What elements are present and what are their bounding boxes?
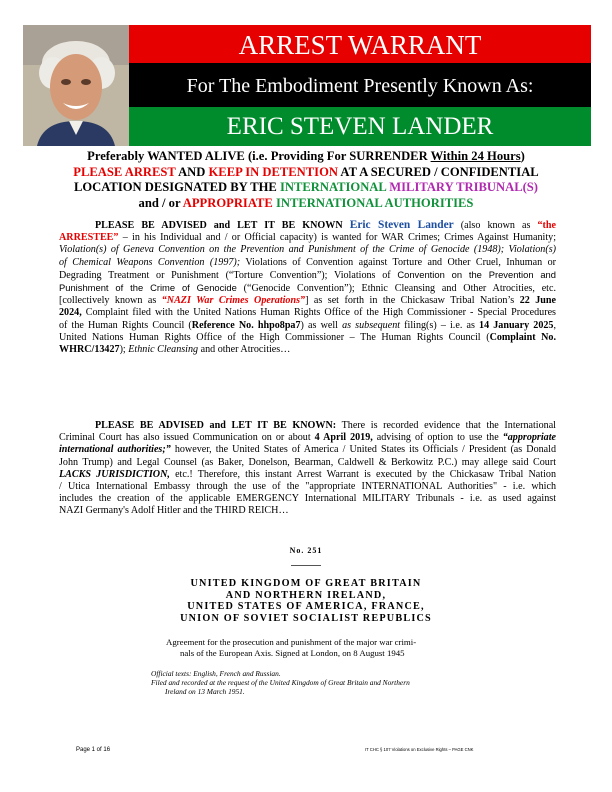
heading-line-2 xyxy=(40,165,572,181)
p2-text: advising of option to use the xyxy=(372,432,503,444)
p1-line xyxy=(59,219,556,232)
p1-text: (also known as xyxy=(453,220,538,231)
heading-text: LOCATION DESIGNATED BY THE xyxy=(73,180,280,194)
heading-deadline: Within 24 Hours xyxy=(430,149,521,163)
banner-title: ARREST WARRANT xyxy=(238,30,482,60)
page-number: Page 1 of 16 xyxy=(76,747,111,753)
p1-text: Complaint filed with the United Nations Human Rights Office of the High Commissioner - Special Procedures xyxy=(81,307,556,319)
p1-text: (“Genocide Convention”); Ethnic Cleansing and Other Atrocities, etc. xyxy=(236,283,556,295)
p1-complaint: Complaint No. xyxy=(489,331,557,343)
paragraph-advisory-1 xyxy=(59,219,556,356)
p2-lead: PLEASE BE ADVISED and LET IT BE KNOWN: xyxy=(95,420,337,431)
p1-line xyxy=(59,332,556,344)
treaty-agreement-line: Agreement for the prosecution and punishment of the major war crimi- xyxy=(166,637,417,647)
treaty-note-line: Official texts: English, French and Russian. xyxy=(151,669,281,678)
p1-line xyxy=(59,232,556,244)
treaty-agreement xyxy=(166,637,416,658)
p1-reference: Reference No. hhpo8pa7 xyxy=(191,319,301,331)
p1-date: 14 January 2025 xyxy=(479,319,554,331)
p2-date: 4 April 2019, xyxy=(314,432,373,444)
treaty-number: No. 251 xyxy=(289,546,323,555)
p1-text: – in his Individual and / or Official capacity) is wanted for WAR Crimes; Crimes Against Humanity; xyxy=(118,232,556,244)
p1-text: Degrading Treatment or Punishment (“Torture Convention”); Violations of xyxy=(59,269,398,281)
p2-line: / Utica International Embassy through the use of the "appropriate INTERNATIONAL Authorities" - i.e. which xyxy=(59,481,556,493)
p1-text: Violations of Convention against Torture and Other Cruel, Inhuman or xyxy=(240,256,557,268)
heading-appropriate: APPROPRIATE xyxy=(182,195,273,210)
footer-reference: IT CHC § 107 Violations on Exclusive Rights – PAGE CNK xyxy=(365,747,474,752)
p1-date: 22 June xyxy=(519,295,557,307)
p1-text: [collectively known as xyxy=(59,295,162,307)
p2-line: includes the creation of the applicable EMERGENCY International MILITARY Tribunals - i.e. as used against xyxy=(59,493,556,505)
treaty-note-line: Filed and recorded at the request of the United Kingdom of Great Britain and Northern xyxy=(151,678,410,687)
p1-text: United Nations Human Rights Office of the High Commissioner – The Human Rights Council ( xyxy=(59,331,490,343)
treaty-party-line: UNITED STATES OF AMERICA, FRANCE, xyxy=(187,601,425,613)
warrant-heading xyxy=(40,149,572,211)
p1-text: ); xyxy=(119,344,129,356)
p2-text: There is recorded evidence that the International xyxy=(336,420,556,431)
treaty-party-line: AND NORTHERN IRELAND, xyxy=(225,589,387,601)
heading-line-1 xyxy=(40,149,572,165)
p1-subject-name: Eric Steven Lander xyxy=(349,219,454,231)
treaty-party-line: UNION OF SOVIET SOCIALIST REPUBLICS xyxy=(180,612,432,624)
p1-line xyxy=(59,307,556,319)
treaty-agreement-line: nals of the European Axis. Signed at London, on 8 August 1945 xyxy=(180,647,405,658)
treaty-note xyxy=(151,669,410,696)
p1-text: of the Human Rights Council ( xyxy=(59,319,192,331)
p2-line: NAZI Germany's Adolf Hitler and the THIRD REICH… xyxy=(59,505,289,517)
p2-text: Criminal Court has also issued Communication on or about xyxy=(59,432,315,444)
p2-jurisdiction: LACKS JURISDICTION, xyxy=(59,468,170,480)
heading-authorities: INTERNATIONAL AUTHORITIES xyxy=(275,195,474,210)
heading-text: ) xyxy=(520,149,525,163)
p1-line xyxy=(59,320,556,332)
p1-text: Ethnic Cleansing xyxy=(128,344,199,356)
p2-quote: “appropriate xyxy=(502,432,556,444)
heading-arrest: PLEASE ARREST xyxy=(73,164,176,179)
p1-text: , xyxy=(553,319,556,331)
p1-nazi-ops: “NAZI War Crimes Operations” xyxy=(161,295,306,307)
heading-text: and / or xyxy=(138,195,183,210)
p2-line xyxy=(59,444,556,456)
p1-line xyxy=(59,269,556,282)
p1-text: ) as well xyxy=(300,319,343,331)
p1-line xyxy=(59,282,556,295)
heading-tribunal: MILITARY TRIBUNAL(S) xyxy=(389,180,538,194)
treaty-note-line: Ireland on 13 March 1951. xyxy=(165,687,245,696)
p1-text: and other Atrocities… xyxy=(198,344,291,356)
p1-date: 2024, xyxy=(59,307,82,319)
heading-international: INTERNATIONAL xyxy=(279,180,387,194)
p1-text: Punishment of the Crime of Genocide xyxy=(59,282,237,294)
heading-line-3 xyxy=(40,180,572,196)
p2-line xyxy=(59,432,556,444)
p1-text: filing(s) – i.e. as xyxy=(400,319,480,331)
heading-text: AT A SECURED / CONFIDENTIAL xyxy=(337,164,539,179)
p1-complaint: WHRC/13427 xyxy=(59,344,120,356)
p1-arrestee: ARRESTEE” xyxy=(59,232,119,244)
p2-text: however, the United States of America / United States its Officials / President (as Donald xyxy=(170,444,556,456)
heading-detention: KEEP IN DETENTION xyxy=(208,164,338,179)
p1-text: of Chemical Weapons Convention (1997); xyxy=(59,256,241,268)
heading-text: AND xyxy=(175,164,209,179)
treaty-party-line: UNITED KINGDOM OF GREAT BRITAIN xyxy=(190,578,422,589)
heading-line-4 xyxy=(40,196,572,212)
p1-line xyxy=(59,295,556,307)
p2-quote: international authorities;” xyxy=(59,444,171,456)
heading-text: Preferably WANTED ALIVE (i.e. Providing For SURRENDER xyxy=(87,149,431,163)
p2-line xyxy=(59,469,556,481)
p1-text: Convention on the Prevention and xyxy=(397,268,556,280)
p2-line: John Trump) and Legal Counsel (as Baker, Donelson, Bearman, Caldwell & Berkowitz P.C.) may allege said Court xyxy=(59,456,556,468)
p2-text: etc.! Therefore, this instant Arrest Warrant is executed by the Chickasaw Tribal Nation xyxy=(169,468,556,480)
p1-line: Violation(s) of Geneva Convention on the Prevention and Punishment of the Crime of Genocide (1948); Violation(s) xyxy=(59,244,556,256)
treaty-divider xyxy=(291,565,321,566)
treaty-parties xyxy=(0,578,612,624)
p1-text: ] as set forth in the Chickasaw Tribal Nation’s xyxy=(305,295,520,307)
p1-line xyxy=(59,257,556,269)
banner-subtitle: For The Embodiment Presently Known As: xyxy=(186,75,534,97)
p2-line xyxy=(59,420,556,432)
paragraph-advisory-2 xyxy=(59,420,556,518)
suspect-photo xyxy=(23,25,129,146)
p1-lead: PLEASE BE ADVISED and LET IT BE KNOWN xyxy=(95,220,350,231)
p1-arrestee: “the xyxy=(537,220,556,231)
banner-name: ERIC STEVEN LANDER xyxy=(226,113,494,140)
p1-text: as subsequent xyxy=(342,319,401,331)
p1-line xyxy=(59,344,556,356)
